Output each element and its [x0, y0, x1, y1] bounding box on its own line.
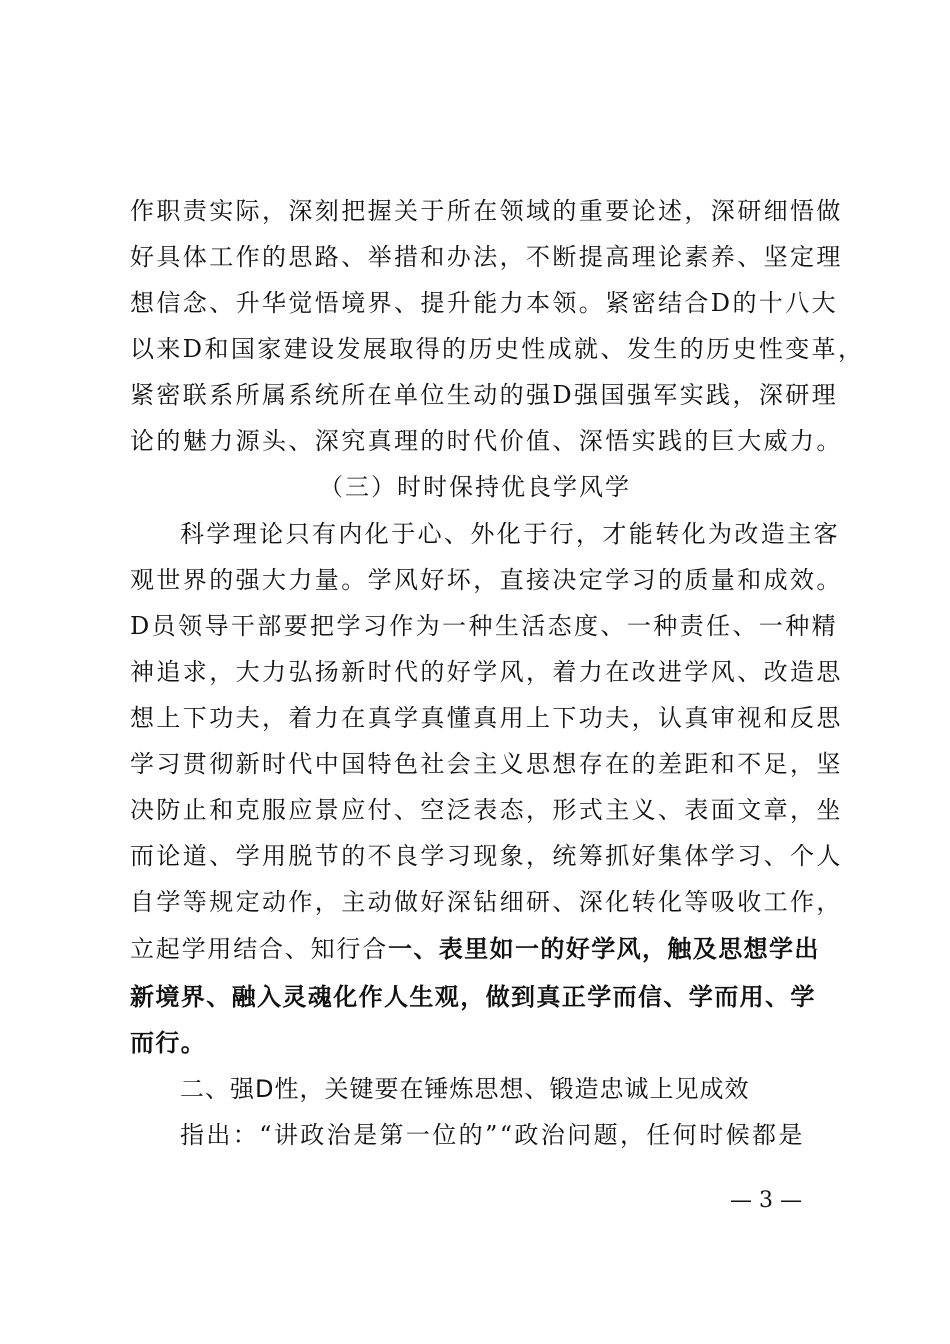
section-3-line-4: 神追求，大力弘扬新时代的好学风，着力在改进学风、改造思	[130, 658, 843, 686]
section-3-line-3: D员领导干部要把学习作为一种生活态度、一种责任、一种精	[130, 612, 839, 640]
intro-line-5: 紧密联系所属系统所在单位生动的强D强国强军实践，深研理	[130, 381, 839, 409]
section-3-line-2: 观世界的强大力量。学风好坏，直接决定学习的质量和成效。	[130, 566, 843, 594]
section-3-line-9: 自学等规定动作，主动做好深钻细研、深化转化等吸收工作，	[130, 888, 843, 916]
intro-line-4: 以来D和国家建设发展取得的历史性成就、发生的历史性变革，	[130, 335, 865, 363]
intro-line-2: 好具体工作的思路、举措和办法，不断提高理论素养、坚定理	[130, 243, 843, 271]
section-3-line-6: 学习贯彻新时代中国特色社会主义思想存在的差距和不足，坚	[130, 750, 843, 778]
mixed-weight-line	[130, 927, 830, 971]
mixed-line-normal-text: 立起学用结合、知行合	[130, 935, 388, 963]
quote-line: 指出：“讲政治是第一位的”“政治问题，任何时候都是	[180, 1121, 805, 1149]
section-3-line-7: 决防止和克服应景应付、空泛表态，形式主义、表面文章，坐	[130, 796, 843, 824]
section-3-line-1: 科学理论只有内化于心、外化于行，才能转化为改造主客	[180, 520, 840, 548]
intro-line-1: 作职责实际，深刻把握关于所在领域的重要论述，深研细悟做	[130, 197, 843, 225]
section-3-line-8: 而论道、学用脱节的不良学习现象，统筹抓好集体学习、个人	[130, 842, 843, 870]
section-2-heading: 二、强D性，关键要在锤炼思想、锻造忠诚上见成效	[180, 1075, 750, 1103]
section-3-heading: （三）时时保持优良学风学	[319, 473, 631, 501]
mixed-line-bold-text: 一、表里如一的好学风，触及思想学出	[388, 935, 820, 963]
bold-line-1: 新境界、融入灵魂化作人生观，做到真正学而信、学而用、学	[130, 983, 816, 1011]
bold-line-2: 而行。	[130, 1029, 207, 1057]
page-number: — 3 —	[730, 1188, 802, 1213]
intro-line-6: 论的魅力源头、深究真理的时代价值、深悟实践的巨大威力。	[130, 427, 843, 455]
section-3-line-5: 想上下功夫，着力在真学真懂真用上下功夫，认真审视和反思	[130, 704, 843, 732]
intro-line-3: 想信念、升华觉悟境界、提升能力本领。紧密结合D的十八大	[130, 289, 839, 317]
